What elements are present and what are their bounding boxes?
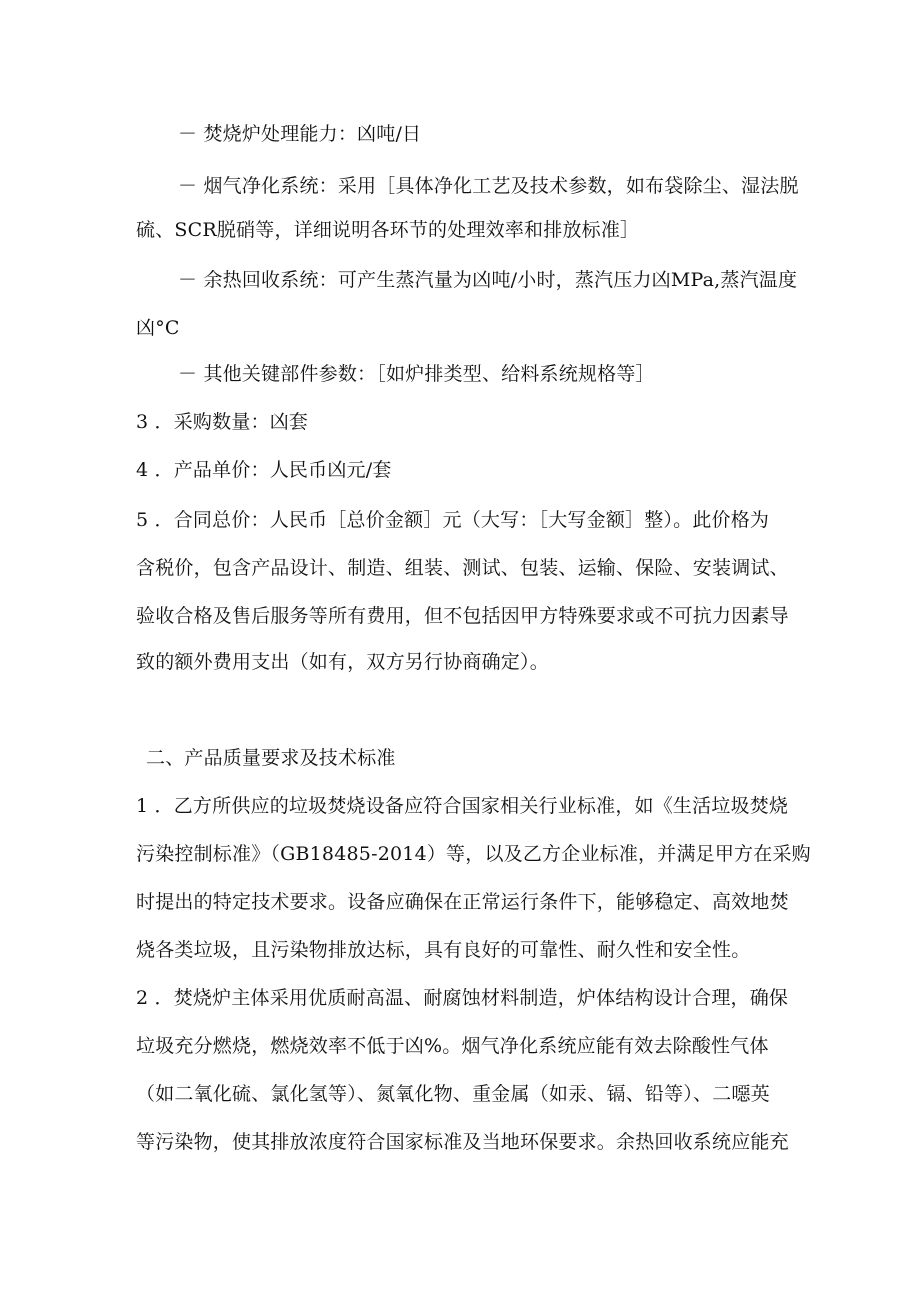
text-line: 硫、SCR脱硝等，详细说明各环节的处理效率和排放标准］: [136, 219, 640, 241]
list-item: 5 ．合同总价：人民币［总价金额］元（大写：［大写金额］整）。此价格为: [136, 509, 770, 531]
text-line: － 余热回收系统：可产生蒸汽量为凶吨/小时，蒸汽压力凶MPa,蒸汽温度: [178, 269, 798, 291]
text-line: 凶°C: [136, 317, 180, 339]
section-heading: 二、产品质量要求及技术标准: [146, 747, 396, 769]
list-item: 3 ．采购数量：凶套: [136, 411, 309, 433]
list-item: 2 ．焚烧炉主体采用优质耐高温、耐腐蚀材料制造，炉体结构设计合理，确保: [136, 987, 789, 1009]
text-line: 污染控制标准》（GB18485-2014）等，以及乙方企业标准，并满足甲方在采购: [136, 843, 811, 865]
text-line: 等污染物，使其排放浓度符合国家标准及当地环保要求。余热回收系统应能充: [136, 1131, 789, 1153]
text-line: 时提出的特定技术要求。设备应确保在正常运行条件下，能够稳定、高效地焚: [136, 891, 789, 913]
text-line: 垃圾充分燃烧，燃烧效率不低于凶%。烟气净化系统应能有效去除酸性气体: [136, 1035, 769, 1057]
list-item: 4 ．产品单价：人民币凶元/套: [136, 459, 392, 481]
text-line: 验收合格及售后服务等所有费用，但不包括因甲方特殊要求或不可抗力因素导: [136, 605, 789, 627]
text-line: 致的额外费用支出（如有，双方另行协商确定）。: [136, 651, 549, 673]
text-line: － 其他关键部件参数：［如炉排类型、给料系统规格等］: [178, 363, 655, 385]
text-line: 含税价，包含产品设计、制造、组装、测试、包装、运输、保险、安装调试、: [136, 557, 789, 579]
text-line: － 焚烧炉处理能力：凶吨/日: [178, 123, 422, 145]
text-line: － 烟气净化系统：采用［具体净化工艺及技术参数，如布袋除尘、湿法脱: [178, 175, 799, 197]
text-line: 烧各类垃圾，且污染物排放达标，具有良好的可靠性、耐久性和安全性。: [136, 939, 751, 961]
list-item: 1 ．乙方所供应的垃圾焚烧设备应符合国家相关行业标准，如《生活垃圾焚烧: [136, 795, 789, 817]
text-line: （如二氧化硫、氯化氢等）、氮氧化物、重金属（如汞、镉、铅等）、二噁英: [136, 1083, 770, 1105]
